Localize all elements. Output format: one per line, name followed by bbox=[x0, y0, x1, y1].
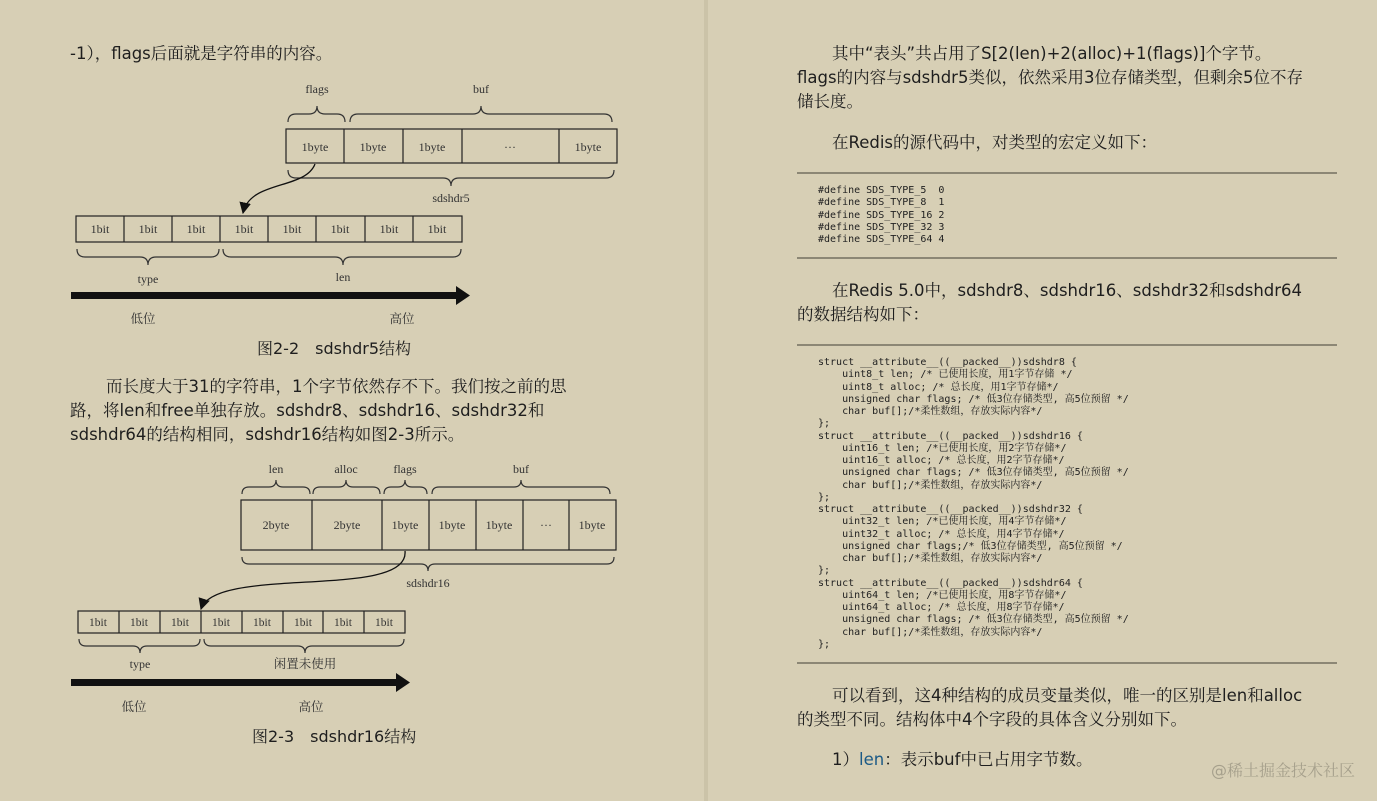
list-number: 1） bbox=[832, 750, 859, 769]
byte-cell: 1byte bbox=[438, 518, 466, 532]
byte-cell: 1byte bbox=[574, 140, 602, 154]
figure-number: 图2-3 bbox=[252, 727, 295, 746]
bit-row bbox=[76, 216, 462, 242]
text-line: 可以看到，这4种结构的成员变量类似，唯一的区别是len和alloc bbox=[832, 686, 1303, 705]
byte-cell: 2byte bbox=[333, 518, 361, 532]
bit-cell: 1bit bbox=[253, 617, 271, 629]
direction-arrow-shaft bbox=[71, 679, 397, 686]
figure-number: 图2-2 bbox=[257, 339, 300, 358]
buf-brace bbox=[432, 480, 610, 494]
figure-caption bbox=[257, 336, 411, 359]
alloc-brace bbox=[313, 480, 380, 494]
list-text: ：表示buf中已占用字节数。 bbox=[884, 750, 1093, 769]
high-label: 高位 bbox=[389, 312, 415, 326]
bit-cell: 1bit bbox=[212, 617, 230, 629]
bit-cell: 1bit bbox=[375, 617, 393, 629]
text-line: 储长度。 bbox=[797, 92, 863, 111]
bit-cell: 1bit bbox=[171, 617, 189, 629]
byte-cell: ··· bbox=[504, 140, 516, 154]
text-line: 的类型不同。结构体中4个字段的具体含义分别如下。 bbox=[797, 710, 1187, 729]
byte-row bbox=[286, 129, 617, 163]
type-label: type bbox=[137, 272, 159, 286]
flags-brace bbox=[288, 106, 345, 122]
list-item bbox=[832, 748, 1092, 772]
text-line: 的数据结构如下： bbox=[797, 305, 929, 324]
byte-cell: 1byte bbox=[359, 140, 387, 154]
figure-caption bbox=[252, 724, 416, 747]
bit-cell: 1bit bbox=[186, 222, 206, 236]
alloc-label: alloc bbox=[334, 462, 358, 476]
code-text: #define SDS_TYPE_5 0 #define SDS_TYPE_8 1 #define SDS_TYPE_16 2 #define SDS_TYPE_32 3 #define SDS_TYPE_64 4 bbox=[818, 185, 945, 245]
flags-arrow bbox=[243, 164, 315, 213]
bit-cell: 1bit bbox=[427, 222, 447, 236]
sdshdr16-brace bbox=[242, 557, 614, 571]
struct-label: sdshdr5 bbox=[432, 191, 470, 205]
text-line: 在Redis 5.0中，sdshdr8、sdshdr16、sdshdr32和sdshdr64 bbox=[832, 281, 1303, 300]
byte-cell: 1byte bbox=[485, 518, 513, 532]
buf-label: buf bbox=[513, 462, 529, 476]
byte-cell: 1byte bbox=[578, 518, 606, 532]
byte-cell: 2byte bbox=[262, 518, 290, 532]
figure-title: sdshdr16结构 bbox=[310, 727, 417, 746]
direction-arrow-head bbox=[396, 673, 410, 692]
byte-cell: 1byte bbox=[301, 140, 329, 154]
watermark: @稀土掘金技术社区 bbox=[1210, 761, 1355, 780]
flags-brace bbox=[384, 480, 427, 494]
type-brace bbox=[79, 639, 200, 653]
bit-cell: 1bit bbox=[330, 222, 350, 236]
buf-brace bbox=[350, 106, 612, 122]
text-line: flags的内容与sdshdr5类似，依然采用3位存储类型，但剩余5位不存 bbox=[797, 68, 1303, 87]
direction-arrow-head bbox=[456, 286, 470, 305]
text-line: 其中“表头”共占用了S[2(len)+2(alloc)+1(flags)]个字节。 bbox=[832, 44, 1272, 63]
bit-cell: 1bit bbox=[294, 617, 312, 629]
unused-brace bbox=[204, 639, 404, 653]
bit-cell: 1bit bbox=[90, 222, 110, 236]
len-brace bbox=[223, 249, 461, 265]
field-keyword: len bbox=[859, 750, 885, 769]
len-label: len bbox=[268, 462, 284, 476]
right-page bbox=[708, 0, 1377, 801]
figure-sdshdr16-diagram bbox=[0, 458, 704, 720]
sdshdr5-brace bbox=[288, 170, 614, 186]
low-label: 低位 bbox=[130, 312, 156, 326]
text-line: -1），flags后面就是字符串的内容。 bbox=[70, 44, 333, 63]
byte-cell: 1byte bbox=[418, 140, 446, 154]
bit-cell: 1bit bbox=[234, 222, 254, 236]
text-line: 路，将len和free单独存放。sdshdr8、sdshdr16、sdshdr32和 bbox=[70, 401, 545, 420]
code-block-struct-definitions bbox=[797, 344, 1337, 664]
direction-arrow-shaft bbox=[71, 292, 457, 299]
type-brace bbox=[77, 249, 219, 265]
figure-title: sdshdr5结构 bbox=[315, 339, 412, 358]
type-label: type bbox=[129, 657, 151, 671]
flags-arrow bbox=[201, 551, 405, 609]
byte-cell: ··· bbox=[540, 518, 552, 532]
bit-cell: 1bit bbox=[138, 222, 158, 236]
buf-label: buf bbox=[473, 82, 489, 96]
flags-label: flags bbox=[305, 82, 329, 96]
code-text: struct __attribute__((__packed__))sdshdr8 { uint8_t len; /* 已使用长度，用1字节存储 */ uint8_t alloc; /* 总长度，用1字节存储*/ unsigned char flags; /* 低3位存储类型, 高5位预留 */ char buf[];/*柔性数组，存放实际内容*/ }; struct __attribute__((__packed__))sdshdr16 { uint16_t len; /*已使用长度，用2字节存储*/ uint16_t alloc; /* 总长度，用2字节存储*/ unsigned char flags; /* 低3位存储类型, 高5位预留 */ char buf[];/*柔性数组，存放实际内容*/ }; struct __attribute__((__packed__))sdshdr32 { uint32_t len; /*已使用长度，用4字节存储*/ uint32_t alloc; /* 总长度，用4字节存储*/ unsigned char flags;/* 低3位存储类型, 高5位预留 */ char buf[];/*柔性数组，存放实际内容*/ }; struct __attribute__((__packed__))sdshdr64 { uint64_t len; /*已使用长度，用8字节存储*/ uint64_t alloc; /* 总长度，用8字节存储*/ unsigned char flags; /* 低3位存储类型, 高5位预留 */ char buf[];/*柔性数组，存放实际内容*/ }; bbox=[818, 357, 1129, 650]
text-line: sdshdr64的结构相同，sdshdr16结构如图2-3所示。 bbox=[70, 425, 465, 444]
flags-label: flags bbox=[393, 462, 417, 476]
len-label: len bbox=[335, 270, 351, 284]
unused-label: 闲置未使用 bbox=[273, 657, 337, 671]
len-brace bbox=[242, 480, 310, 494]
bit-cell: 1bit bbox=[282, 222, 302, 236]
struct-label: sdshdr16 bbox=[406, 576, 450, 590]
bit-cell: 1bit bbox=[130, 617, 148, 629]
text-line: 而长度大于31的字符串，1个字节依然存不下。我们按之前的思 bbox=[106, 377, 567, 396]
figure-sdshdr5-diagram bbox=[0, 78, 704, 338]
text-line: 在Redis的源代码中，对类型的宏定义如下： bbox=[832, 133, 1158, 152]
bit-cell: 1bit bbox=[334, 617, 352, 629]
code-block-type-macros bbox=[797, 172, 1337, 259]
byte-cell: 1byte bbox=[391, 518, 419, 532]
high-label: 高位 bbox=[298, 700, 324, 714]
bit-cell: 1bit bbox=[379, 222, 399, 236]
bit-cell: 1bit bbox=[89, 617, 107, 629]
low-label: 低位 bbox=[121, 700, 147, 714]
